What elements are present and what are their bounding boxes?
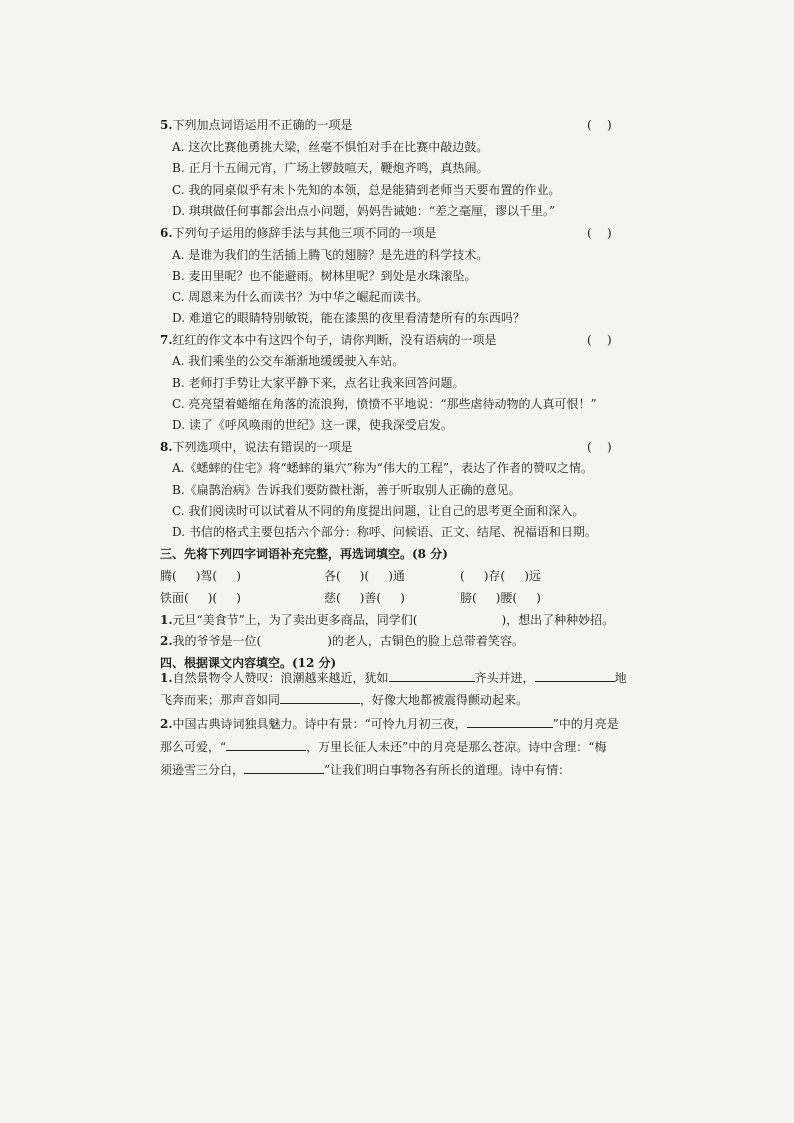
option-c: C. 我的同桌似乎有未卜先知的本领，总是能猜到老师当天要布置的作业。: [172, 183, 561, 197]
fill-sentence-2: [160, 632, 630, 650]
answer-blank[interactable]: [244, 759, 324, 774]
question-text: 下列句子运用的修辞手法与其他三项不同的一项是: [172, 226, 437, 240]
section-4-title: 四、根据课文内容填空。(12 分): [160, 656, 337, 670]
idiom-blank[interactable]: 铁面( )( ): [160, 591, 241, 605]
sentence-text: ”让我们明白事物各有所长的道理。诗中有情：: [324, 763, 571, 777]
sentence-text: ，万里长征人未还”中的月亮是那么苍凉。诗中含理：“梅: [306, 740, 607, 754]
fill-item-2-line-3: [160, 759, 630, 779]
option-d: D. 书信的格式主要包括六个部分：称呼、问候语、正文、结尾、祝福语和日期。: [172, 525, 597, 539]
answer-parentheses[interactable]: ( ): [587, 440, 612, 454]
idiom-blank[interactable]: 腾( )驾( ): [160, 569, 241, 583]
question-8-stem: [160, 438, 630, 456]
answer-parentheses[interactable]: ( ): [587, 226, 612, 240]
sentence-text: 我的爷爷是一位(: [172, 634, 262, 648]
option-d: D. 读了《呼风唤雨的世纪》这一课，使我深受启发。: [172, 418, 453, 432]
sentence-text: 中国古典诗词独具魅力。诗中有景：“可怜九月初三夜，: [172, 717, 467, 731]
question-text: 下列加点词语运用不正确的一项是: [172, 118, 353, 132]
option-a: A. 是谁为我们的生活插上腾飞的翅膀？是先进的科学技术。: [172, 248, 489, 262]
option-b: B. 老师打手势让大家平静下来，点名让我来回答问题。: [172, 376, 465, 390]
sentence-text: 地: [614, 671, 627, 685]
sentence-text: 飞奔而来；那声音如同: [160, 693, 281, 707]
answer-parentheses[interactable]: ( ): [587, 118, 612, 132]
answer-blank[interactable]: [226, 736, 306, 751]
item-number: 1.: [160, 613, 173, 627]
question-number: 8.: [160, 440, 173, 454]
fill-item-2-line-2: [160, 736, 630, 756]
option-d: D. 难道它的眼睛特别敏锐，能在漆黑的夜里看清楚所有的东西吗？: [172, 311, 525, 325]
sentence-text: 那么可爱，“: [160, 740, 227, 754]
option-d: D. 琪琪做任何事都会出点小问题，妈妈告诫她：“差之毫厘，谬以千里。”: [172, 204, 556, 218]
answer-parentheses[interactable]: ( ): [587, 333, 612, 347]
question-5-stem: [160, 116, 630, 134]
question-number: 5.: [160, 118, 173, 132]
sentence-text: ，好像大地都被震得颤动起来。: [360, 693, 529, 707]
option-b: B. 正月十五闹元宵，广场上锣鼓喧天，鞭炮齐鸣，真热闹。: [172, 161, 489, 175]
fill-sentence-1: [160, 611, 630, 629]
item-number: 1.: [160, 671, 173, 685]
item-number: 2.: [160, 717, 173, 731]
option-b: B.《扁鹊治病》告诉我们要防微杜渐，善于听取别人正确的意见。: [172, 483, 521, 497]
question-7-stem: [160, 331, 630, 349]
question-text: 红红的作文本中有这四个句子，请你判断，没有语病的一项是: [172, 333, 497, 347]
option-c: C. 周恩来为什么而读书？为中华之崛起而读书。: [172, 290, 429, 304]
sentence-text: 自然景物令人赞叹：浪潮越来越近，犹如: [172, 671, 389, 685]
idiom-blank[interactable]: 膀( )腰( ): [460, 591, 541, 605]
option-b: B. 麦田里呢？也不能避雨。树林里呢？到处是水珠滚坠。: [172, 269, 477, 283]
item-number: 2.: [160, 634, 173, 648]
question-number: 6.: [160, 226, 173, 240]
sentence-text: )，想出了种种妙招。: [501, 613, 615, 627]
option-a: A.《蟋蟀的住宅》将“蟋蟀的巢穴”称为“伟大的工程”，表达了作者的赞叹之情。: [172, 461, 594, 475]
answer-blank[interactable]: [389, 667, 475, 682]
sentence-text: ”中的月亮是: [552, 717, 619, 731]
option-a: A. 我们乘坐的公交车渐渐地缓缓驶入车站。: [172, 354, 405, 368]
option-c: C. 我们阅读时可以试着从不同的角度提出问题，让自己的思考更全面和深入。: [172, 504, 585, 518]
sentence-text: 齐头并进，: [474, 671, 535, 685]
fill-item-1-line-2: [160, 689, 630, 709]
answer-blank[interactable]: [467, 713, 553, 728]
option-c: C. 亮亮望着蜷缩在角落的流浪狗，愤愤不平地说：“那些虐待动物的人真可恨！”: [172, 397, 597, 411]
section-3-title: 三、先将下列四字词语补充完整，再选词填空。(8 分): [160, 547, 448, 561]
question-number: 7.: [160, 333, 173, 347]
sentence-text: 须逊雪三分白，: [160, 763, 245, 777]
fill-item-2-line-1: [160, 713, 630, 733]
option-a: A. 这次比赛他勇挑大梁，丝毫不惧怕对手在比赛中敲边鼓。: [172, 140, 489, 154]
sentence-text: )的老人，古铜色的脸上总带着笑容。: [327, 634, 524, 648]
question-6-stem: [160, 224, 630, 242]
idiom-blank[interactable]: 慈( )善( ): [324, 591, 405, 605]
fill-item-1-line-1: [160, 667, 630, 687]
sentence-text: 元旦“美食节”上，为了卖出更多商品，同学们(: [172, 613, 418, 627]
idiom-blank[interactable]: ( )存( )远: [460, 569, 541, 583]
question-text: 下列选项中，说法有错误的一项是: [172, 440, 353, 454]
idiom-blank[interactable]: 各( )( )通: [324, 569, 405, 583]
answer-blank[interactable]: [535, 667, 615, 682]
answer-blank[interactable]: [280, 689, 360, 704]
